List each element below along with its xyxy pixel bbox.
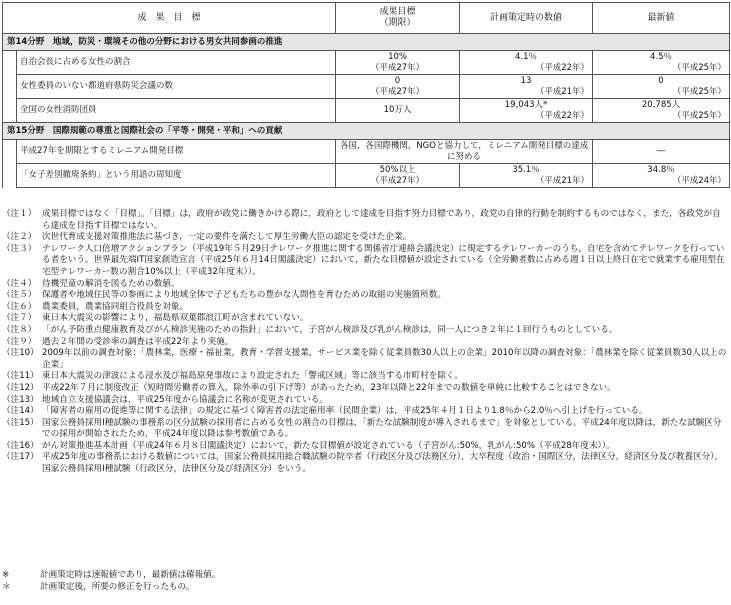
note: [2, 395, 729, 407]
note-label: （注３）: [2, 243, 37, 254]
section-header: 第15分野 国際規範の尊重と国際社会の「平等・開発・平和」への貢献: [3, 123, 730, 140]
note: [2, 279, 729, 291]
table-header-row: [3, 3, 730, 34]
note-text: 待機児童の解消を図るための数値。: [42, 278, 180, 289]
note-text: 農業委員，農業協同組合役員を対象。: [42, 301, 189, 312]
note-text: 国家公務員採用Ⅰ種試験の事務系の区分試験の採用者に占める女性の割合の目標は，「新たな試験制度が導入されるまで」を対象としている。平成24年度以降は，新たな試験区分での採用が開始されたため，平成24年度以降は参考数値である。: [42, 417, 722, 440]
note-text: 「がん予防重点健康教育及びがん検診実施のための指針」において，子宮がん検診及び乳がん検診は，同一人につき２年に１回行うものとしている。: [42, 324, 618, 335]
note: [2, 337, 729, 349]
note-label: （注２）: [2, 232, 37, 243]
note-label: （注14）: [2, 406, 39, 417]
footnote-text: 計画策定後，所要の修正を行ったもの。: [40, 581, 195, 592]
note: [2, 209, 729, 232]
header-latest: 最新値: [593, 3, 730, 34]
note-label: （注４）: [2, 278, 37, 289]
note-label: （注11）: [2, 371, 39, 382]
footnotes-list: [2, 570, 729, 593]
note: [2, 452, 729, 475]
note-label: （注15）: [2, 417, 39, 428]
note: [2, 371, 729, 383]
note: [2, 290, 729, 302]
note-label: （注１）: [2, 209, 37, 219]
header-item: 成 果 目 標: [3, 3, 336, 34]
note-text: 2009年以前の調査対象：「農林業，医療・福祉業，教育・学習支援業，サービス業を除く従業員数30人以上の企業」2010年以降の調査対象：「農林業を除く従業員数30人以上の企業」: [42, 348, 727, 370]
note-label: （注５）: [2, 290, 37, 301]
note-label: （注13）: [2, 394, 39, 405]
goals-table: [2, 2, 730, 188]
note-text: 東日本大震災の津波による浸水及び福島原発事故により設定された「警戒区域」等に該当する市町村を除く。: [42, 371, 463, 382]
note-label: （注16）: [2, 440, 39, 451]
footnote-label: ※: [2, 570, 10, 580]
note: [2, 325, 729, 337]
note-label: （注８）: [2, 324, 37, 335]
header-goal: 成果目標 （期限）: [336, 3, 460, 34]
note: [2, 348, 729, 371]
note-text: 次世代育成支援対策推進法に基づき，一定の要件を満たして厚生労働大臣の認定を受けた企業。: [42, 232, 412, 243]
note-text: 保護者や地域住民等の参画により地域全体で子どもたちの豊かな人間性を育むための取組の実施箇所数。: [42, 290, 446, 301]
note: [2, 406, 729, 418]
note-label: （注17）: [2, 452, 39, 463]
note-text: 過去２年間の受診率の調査は平成22年より実施。: [42, 336, 234, 347]
note-text: 平成25年度の事務系における数値については，国家公務員採用総合職試験の院卒者（行政区分及び法務区分），大卒程度（政治・国際区分，法律区分，経済区分及び教養区分），国家公務員採用Ⅰ種試験（行政区分，法律区分及び経済区分）をいう。: [42, 452, 724, 475]
note-text: テレワーク人口倍増アクションプラン（平成19年５月29日テレワーク推進に関する関係省庁連絡会議決定）に規定するテレワーカーのうち，自宅を含めてテレワークを行っている者をいう。世界最先端IT国家創造宣言（平成25年６月14日閣議決定）において，新たな目標値が設定されている（全労働者数に占める週１日以上終日在宅で就業する雇用型在宅型テレワーカー数の割合10%以上（平成32年度末））。: [42, 243, 725, 277]
table-row: 平成27年を期限とするミレニアム開発目標 各国，各国際機関，NGOと協力して，ミレニアム開発目標の達成に努める ―: [3, 140, 730, 164]
note-text: 成果目標ではなく「目標」。「目標」は，政府が政党に働きかける際に，政府として達成を目指す努力目標であり，政党の自律的行動を制約するものではなく，また，各政党が自ら達成を目指す目標ではない。: [42, 209, 721, 231]
note-text: 東日本大震災の影響により，福島県双葉郡浪江町が含まれていない。: [42, 313, 309, 324]
note: [2, 302, 729, 314]
note-label: （注９）: [2, 336, 37, 347]
table-row: 女性委員のいない都道府県防災会議の数 0 （平成27年） 13 （平成21年） 0 （平成25年）: [3, 75, 730, 99]
note-label: （注12）: [2, 382, 39, 393]
note-label: （注６）: [2, 301, 37, 312]
note-text: 平成22年７月に制度改正（短時間労働者の算入，除外率の引下げ等）があったため，23年以降と22年までの数値を単純に比較することはできない。: [42, 382, 616, 393]
note-text: がん対策推進基本計画（平成24年６月８日閣議決定）において，新たな目標値が設定されている（子宮がん:50%，乳がん:50%（平成28年度末））。: [42, 440, 615, 451]
footnote: [2, 570, 729, 582]
note: [2, 383, 729, 395]
note: [2, 441, 729, 453]
notes-list: [2, 209, 729, 476]
note: [2, 418, 729, 441]
note: [2, 313, 729, 325]
note-label: （注10）: [2, 348, 39, 359]
table-row: 自治会長に占める女性の割合 10% （平成27年） 4.1％ （平成22年） 4.5％ （平成25年）: [3, 51, 730, 75]
note-text: 「障害者の雇用の促進等に関する法律」の規定に基づく障害者の法定雇用率（民間企業）は，平成25年４月１日より1.8％から2.0％へ引上げを行っている。: [42, 406, 648, 417]
footnote: [2, 582, 729, 594]
header-baseline: 計画策定時の数値: [460, 3, 593, 34]
table-row: 「女子差別撤廃条約」という用語の周知度 50%以上 （平成27年） 35.1％ （平成21年） 34.8％ （平成24年）: [3, 164, 730, 188]
footnote-text: 計画策定時は速報値であり，最新値は確報値。: [40, 570, 221, 580]
note-label: （注７）: [2, 313, 37, 324]
note: [2, 232, 729, 244]
note-text: 地域自立支援協議会は，平成25年度から協議会に名称が変更されている。: [42, 394, 328, 405]
footnote-label: ＊: [2, 581, 11, 592]
section-header: 第14分野 地域，防災・環境その他の分野における男女共同参画の推進: [3, 34, 730, 51]
note: [2, 244, 729, 279]
table-row: 全国の女性消防団員 10万人 19,043人* （平成22年） 20,785人 （平成25年）: [3, 99, 730, 123]
